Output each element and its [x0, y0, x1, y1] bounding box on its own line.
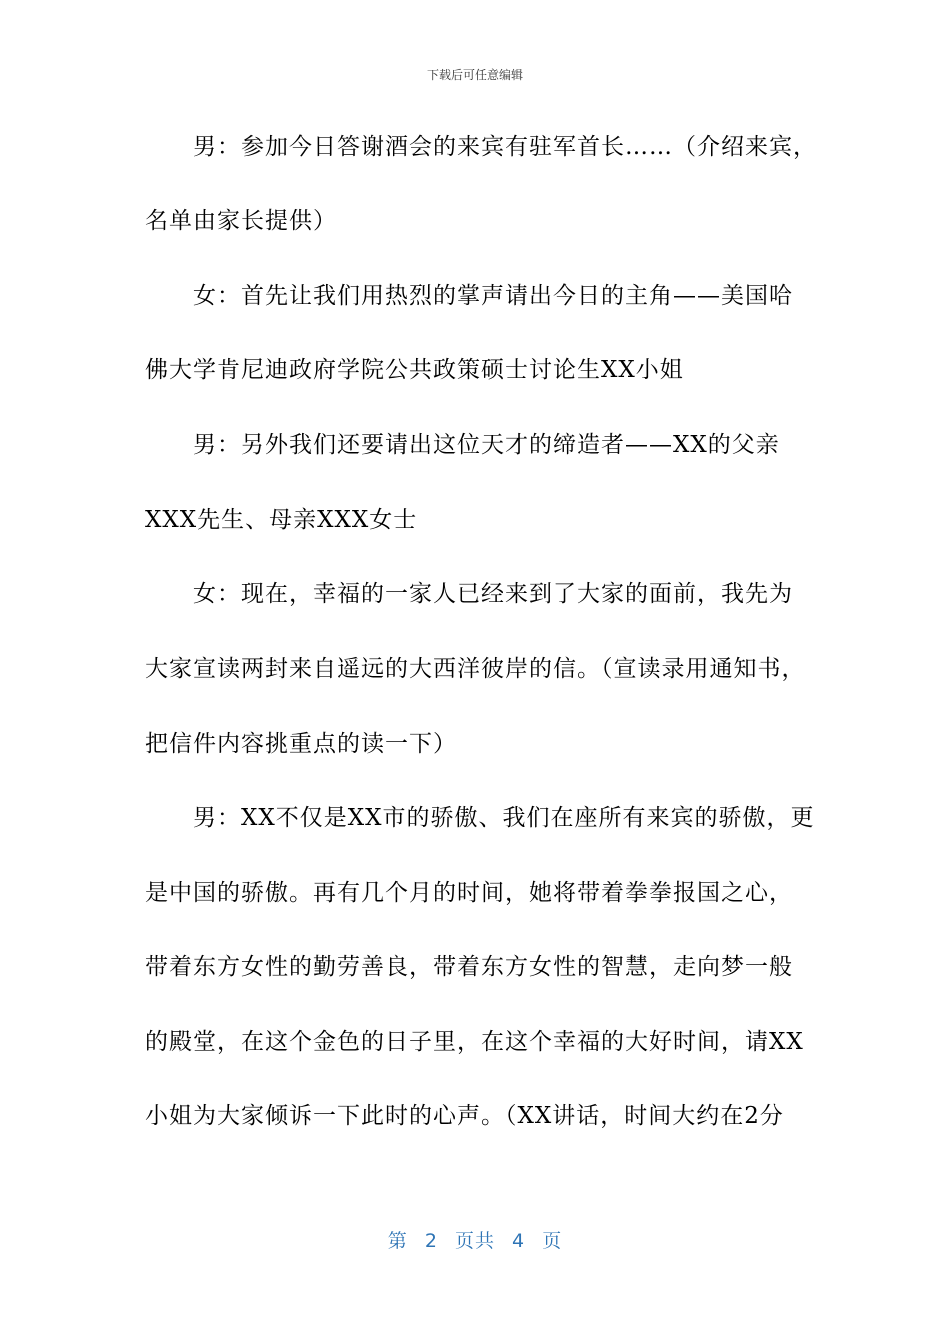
paragraph-line: 的殿堂，在这个金色的日子里，在这个幸福的大好时间，请XX	[145, 1029, 804, 1055]
paragraph-line: 男：另外我们还要请出这位天才的缔造者——XX的父亲	[193, 432, 780, 458]
paragraph-line: 女：现在，幸福的一家人已经来到了大家的面前，我先为	[193, 581, 793, 607]
paragraph-line: 名单由家长提供）	[145, 208, 337, 234]
paragraph-line: 男：参加今日答谢酒会的来宾有驻军首长……（介绍来宾，	[193, 134, 817, 160]
paragraph-line: 大家宣读两封来自遥远的大西洋彼岸的信。（宣读录用通知书，	[145, 656, 806, 682]
footer-page-number: 2	[424, 1230, 438, 1252]
paragraph-line: 佛大学肯尼迪政府学院公共政策硕士讨论生XX小姐	[145, 357, 684, 383]
paragraph-line: 是中国的骄傲。再有几个月的时间，她将带着拳拳报国之心，	[145, 880, 793, 906]
paragraph-line: 带着东方女性的勤劳善良，带着东方女性的智慧，走向梦一般	[145, 954, 793, 980]
footer-suffix: 页	[542, 1230, 563, 1252]
paragraph-line: XXX先生、母亲XXX女士	[145, 507, 418, 533]
footer-prefix: 第	[387, 1230, 408, 1252]
footer-middle: 页共	[454, 1230, 495, 1252]
page-header: 下载后可任意编辑	[426, 68, 523, 82]
paragraph-line: 男：XX不仅是XX市的骄傲、我们在座所有来宾的骄傲，更	[193, 805, 815, 831]
paragraph-line: 小姐为大家倾诉一下此时的心声。（XX讲话，时间大约在2分	[145, 1103, 784, 1129]
paragraph-line: 把信件内容挑重点的读一下）	[145, 731, 457, 757]
paragraph-line: 女：首先让我们用热烈的掌声请出今日的主角——美国哈	[193, 283, 793, 309]
footer-total-pages: 4	[512, 1230, 526, 1252]
page-footer	[0, 1226, 950, 1253]
